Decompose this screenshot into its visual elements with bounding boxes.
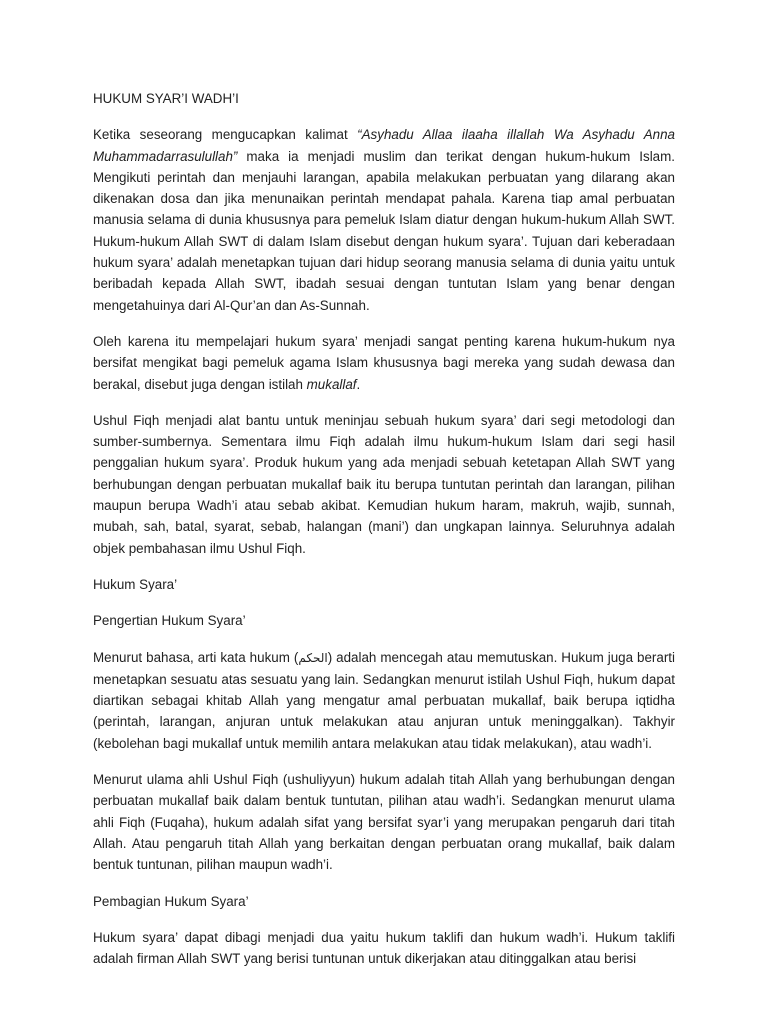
paragraph-ushul-fiqh: Ushul Fiqh menjadi alat bantu untuk meninjau sebuah hukum syara’ dari segi metodologi dan sumber-sumbernya. Sementara ilmu Fiqh adalah ilmu hukum-hukum Islam dari segi hasil penggalian hukum syara’. Produk hukum yang ada menjadi sebuah ketetapan Allah SWT yang berhubungan dengan perbuatan mukallaf baik itu berupa tuntutan perintah dan larangan, pilihan maupun berupa Wadh’i atau sebab akibat. Kemudian hukum haram, makruh, wajib, sunnah, mubah, sah, batal, syarat, sebab, halangan (mani’) dan ungkapan lainnya. Seluruhnya adalah objek pembahasan ilmu Ushul Fiqh. [93, 412, 675, 556]
paragraph-mukallaf-text: Oleh karena itu mempelajari hukum syara’ menjadi sangat penting karena hukum-hukum nya bersifat mengikat bagi pemeluk agama Islam khususnya bagi mereka yang sudah dewasa dan berakal, disebut juga dengan istilah [93, 333, 675, 392]
intro-text-rest: maka ia menjadi muslim dan terikat dengan hukum-hukum Islam. Mengikuti perintah dan menjauhi larangan, apabila melakukan perbuatan yang dilarang akan dikenakan dosa dan jika menunaikan perintah mendapat pahala. Karena tiap amal perbuatan manusia selama di dunia khususnya para pemeluk Islam diatur dengan hukum-hukum Allah SWT. Hukum-hukum Allah SWT di dalam Islam disebut dengan hukum syara’. Tujuan dari keberadaan hukum syara’ adalah menetapkan tujuan dari hidup seorang manusia selama di dunia yaitu untuk beribadah kepada Allah SWT, ibadah sesuai dengan tuntutan Islam yang benar dengan mengetahuinya dari Al-Qur’an dan As-Sunnah. [93, 148, 675, 313]
document-page [93, 88, 675, 984]
paragraph-definition-language [93, 647, 675, 754]
shahada-quote: “Asyhadu Allaa ilaaha illallah Wa Asyhadu Anna Muhammadarrasulullah” [93, 127, 675, 164]
definition-text-start: Menurut bahasa, arti kata hukum ( [93, 649, 299, 665]
paragraph-definition-ulama: Menurut ulama ahli Ushul Fiqh (ushuliyyun) hukum adalah titah Allah yang berhubungan dengan perbuatan mukallaf baik dalam bentuk tuntutan, pilihan atau wadh’i. Sedangkan menurut ulama ahli Fiqh (Fuqaha), hukum adalah sifat yang bersifat syar’i yang merupakan pengaruh dari titah Allah. Atau pengaruh titah Allah yang berkaitan dengan perbuatan orang mukallaf, baik dalam bentuk tuntunan, pilihan maupun wadh’i. [93, 772, 675, 873]
paragraph-mukallaf-end: . [356, 376, 361, 392]
intro-text-start: Ketika seseorang mengucapkan kalimat [93, 127, 358, 143]
definition-text-rest: ) adalah mencegah atau memutuskan. Hukum juga berarti menetapkan sesuatu atas sesuatu yang lain. Sedangkan menurut istilah Ushul Fiqh, hukum dapat diartikan sebagai khitab Allah yang mengatur amal perbuatan mukallaf, baik berupa iqtidha (perintah, larangan, anjuran untuk melakukan atau anjuran untuk meninggalkan). Takhyir (kebolehan bagi mukallaf untuk memilih antara melakukan atau tidak melakukan), atau wadh’i. [93, 649, 675, 751]
paragraph-division: Hukum syara’ dapat dibagi menjadi dua yaitu hukum taklifi dan hukum wadh’i. Hukum taklifi adalah firman Allah SWT yang berisi tuntunan untuk dikerjakan atau ditinggalkan atau berisi [93, 929, 675, 967]
section-heading-pengertian: Pengertian Hukum Syara’ [93, 613, 246, 629]
arabic-term-hukm: الحكم [298, 650, 328, 665]
section-heading-hukum-syara: Hukum Syara’ [93, 576, 178, 592]
intro-paragraph [93, 124, 675, 316]
term-mukallaf: mukallaf [306, 376, 357, 392]
paragraph-mukallaf [93, 331, 675, 395]
section-heading-pembagian: Pembagian Hukum Syara’ [93, 893, 249, 909]
document-title: HUKUM SYAR’I WADH’I [93, 91, 239, 106]
